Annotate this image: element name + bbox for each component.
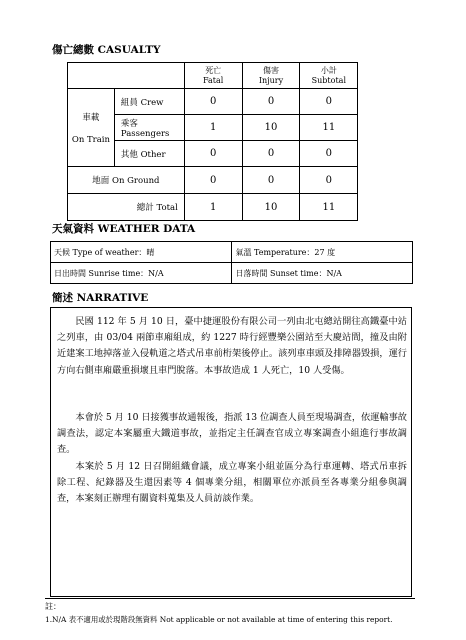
header-fatal: 死亡 Fatal	[184, 63, 242, 89]
narrative-paragraph-2: 本會於 5 月 10 日接獲事故通報後，指派 13 位調查人員至現場調查，依運輸事故調查法，認定本案屬重大鐵道事故，並指定主任調查官成立專案調查小組進行事故調查。	[57, 412, 407, 456]
on-train-label: 車載 On Train	[68, 89, 115, 167]
total-fatal: 1	[184, 194, 242, 221]
other-fatal: 0	[184, 141, 242, 167]
table-row	[68, 115, 417, 141]
narrative-paragraph-1: 民國 112 年 5 月 10 日，臺中捷運股份有限公司一列由北屯總站開往高鐵臺中站之列車，由 03/04 兩節車廂組成，約 1227 時行經豐樂公園站至大慶站間，撞及由附近建案工地掉落並入侵軌道之塔式吊車前桁架後停止。該列車車頭及排障器毀損，運行方向右側車廂嚴重損壞且車門脫落。本事故造成 1 人死亡，10 人受傷。	[57, 316, 407, 376]
table-row	[68, 194, 417, 221]
passengers-fatal: 1	[184, 115, 242, 141]
total-subtotal: 11	[300, 194, 358, 221]
narrative-paragraph-3: 本案於 5 月 12 日召開組織會議，成立專案小組並區分為行車運轉、塔式吊車拆除工程、紀錄器及生還因素等 4 個專業分組，相關單位亦派員至各專業分組參與調查，本案刻正辦理有關資料蒐集及人員訪談作業。	[57, 461, 407, 505]
passengers-subtotal: 11	[300, 115, 358, 141]
weather-sunset: 日落時間 Sunset time：N/A	[232, 263, 413, 284]
casualty-title: 傷亡總數 CASUALTY	[52, 44, 161, 56]
weather-title: 天氣資料 WEATHER DATA	[52, 223, 196, 235]
weather-temperature: 氣溫 Temperature：27 度	[232, 242, 413, 263]
weather-sunrise: 日出時間 Sunrise time：N/A	[51, 263, 232, 284]
row-label-crew: 組員 Crew	[114, 89, 184, 115]
crew-injury: 0	[242, 89, 300, 115]
narrative-title: 簡述 NARRATIVE	[52, 292, 149, 304]
total-injury: 10	[242, 194, 300, 221]
ground-subtotal: 0	[300, 167, 358, 194]
crew-subtotal: 0	[300, 89, 358, 115]
crew-fatal: 0	[184, 89, 242, 115]
ground-fatal: 0	[184, 167, 242, 194]
notes-label: 註：	[45, 602, 61, 611]
notes-text: 1.N/A 表不適用或於現階段無資料 Not applicable or not available at time of entering this report.	[45, 615, 393, 624]
header-injury: 傷害 Injury	[242, 63, 300, 89]
weather-type: 天候 Type of weather：晴	[51, 242, 232, 263]
row-label-total: 總計 Total	[68, 194, 185, 221]
other-injury: 0	[242, 141, 300, 167]
casualty-table	[67, 62, 417, 221]
row-label-ground: 地面 On Ground	[68, 167, 185, 194]
other-subtotal: 0	[300, 141, 358, 167]
weather-table	[50, 241, 413, 284]
narrative-box	[50, 307, 412, 597]
ground-injury: 0	[242, 167, 300, 194]
table-row	[68, 167, 417, 194]
header-subtotal: 小計 Subtotal	[300, 63, 358, 89]
passengers-injury: 10	[242, 115, 300, 141]
row-label-other: 其他 Other	[114, 141, 184, 167]
notes-divider	[45, 598, 415, 599]
header-blank	[68, 63, 185, 89]
table-row	[68, 89, 417, 115]
row-label-passengers: 乘客 Passengers	[114, 115, 184, 141]
table-row	[68, 141, 417, 167]
